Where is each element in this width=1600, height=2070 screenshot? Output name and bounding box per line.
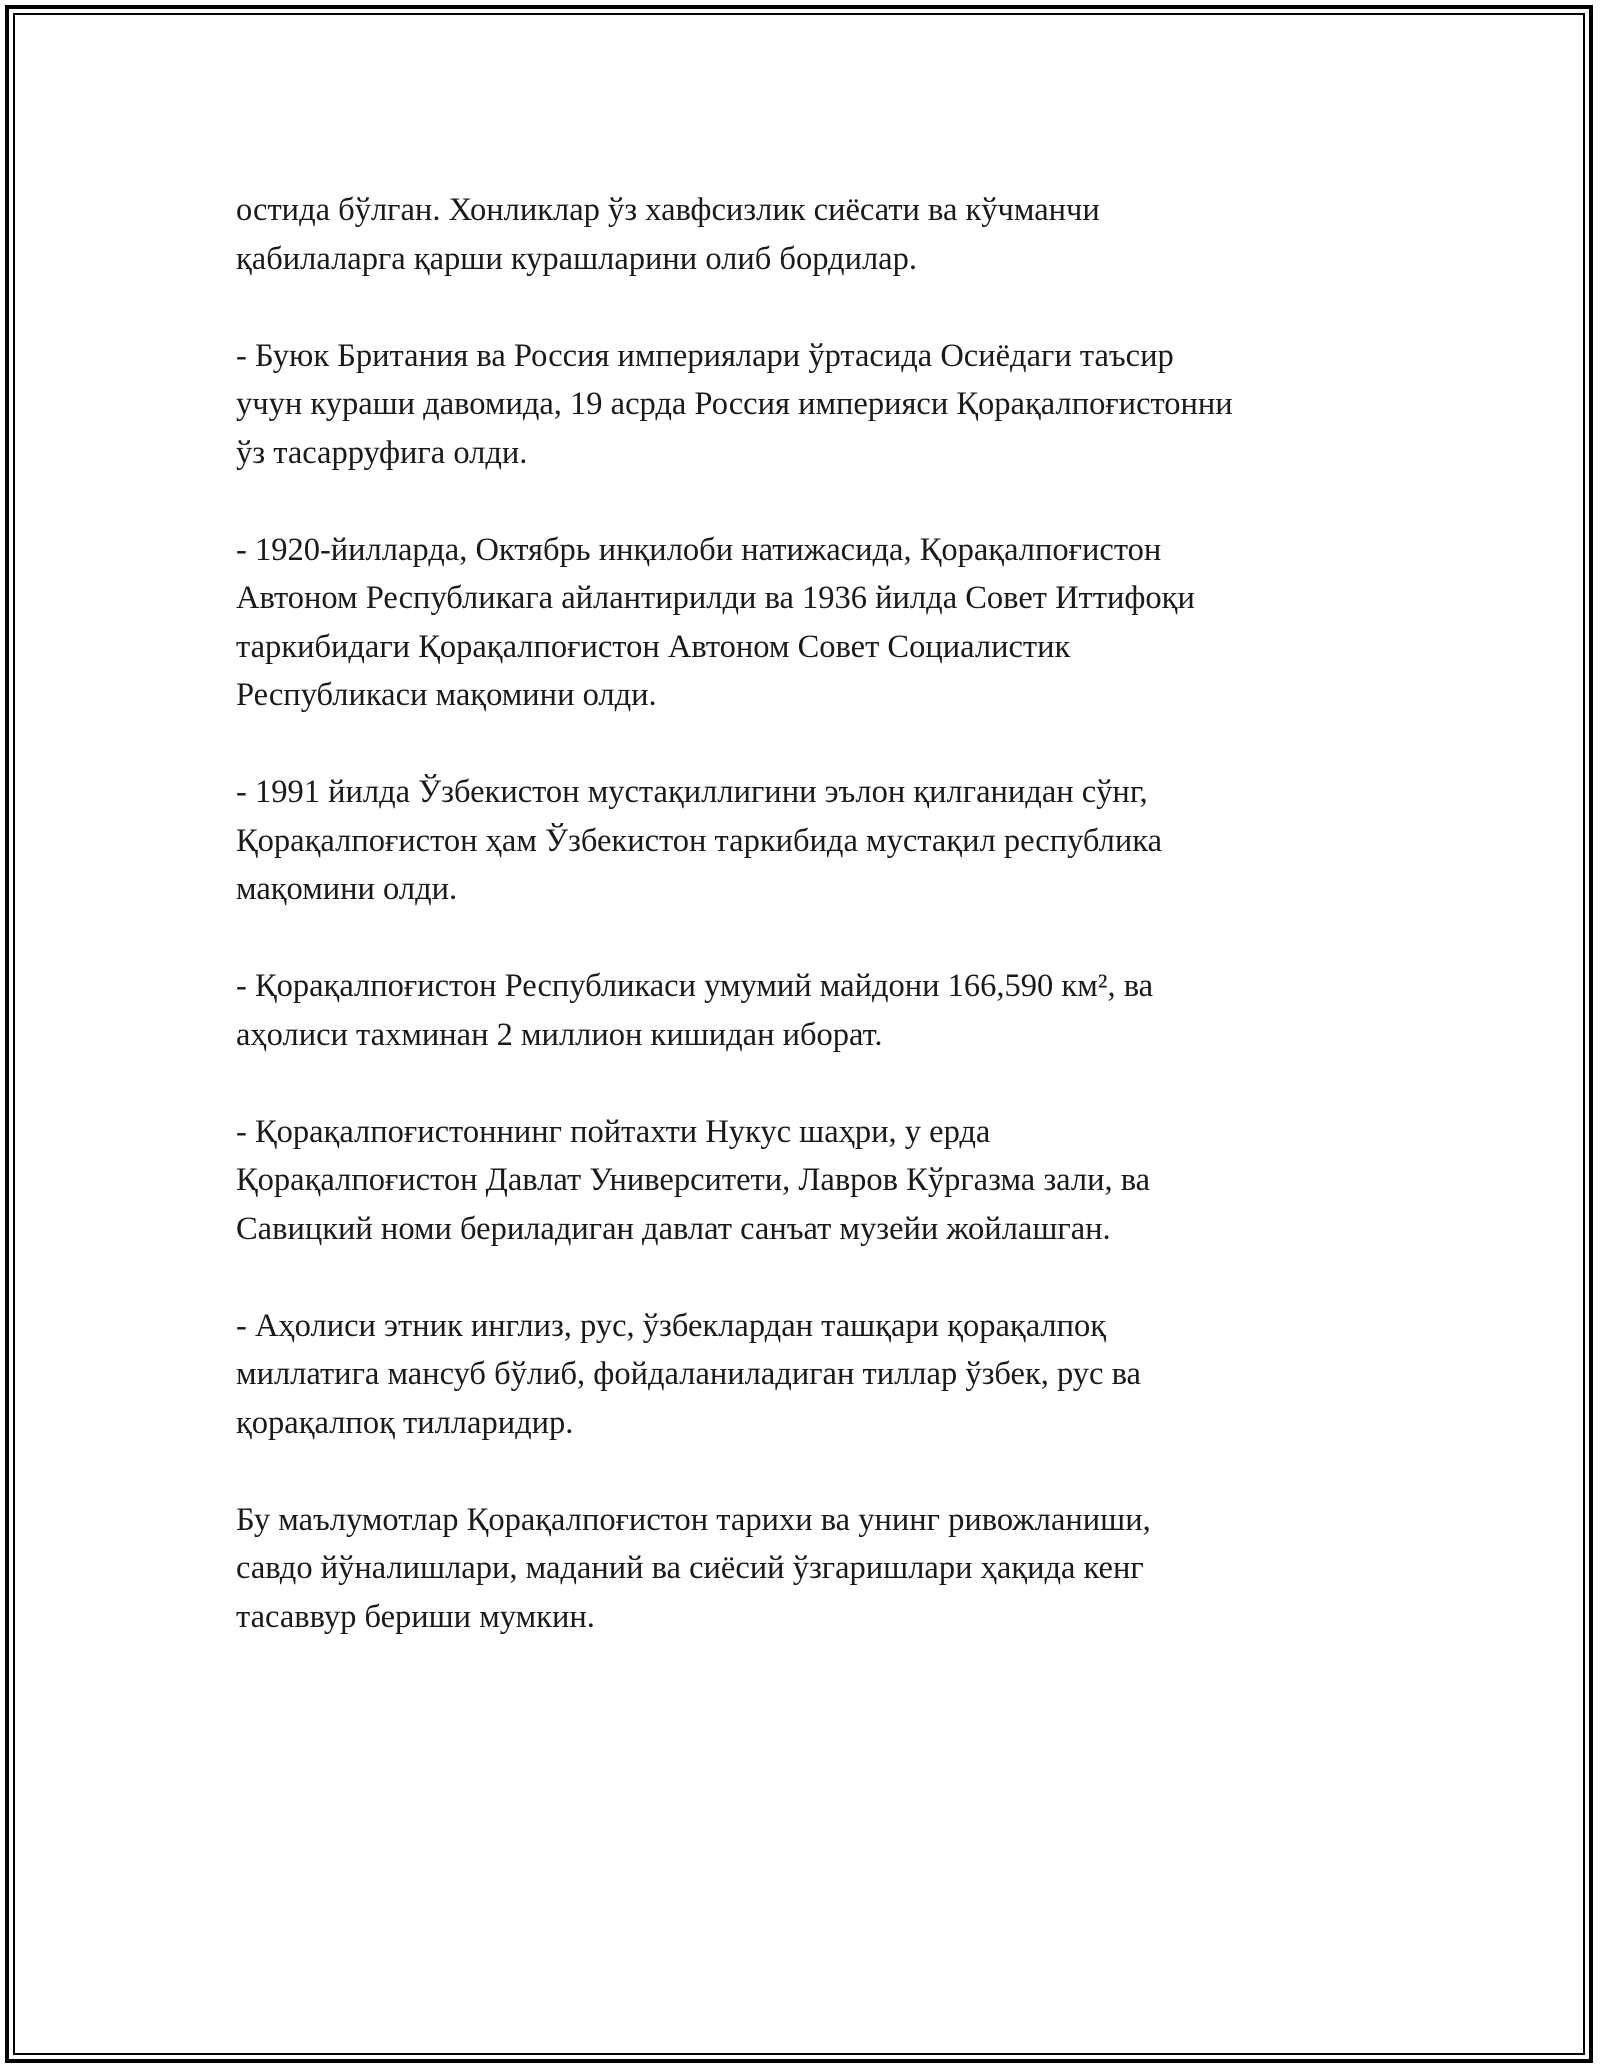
text-line: аҳолиси тахминан 2 миллион кишидан иборат. xyxy=(236,1016,883,1053)
paragraph xyxy=(236,1302,1396,1448)
text-line: ўз тасарруфига олди. xyxy=(236,434,528,471)
paragraph xyxy=(236,526,1396,720)
text-line: учун кураши давомида, 19 асрда Россия империяси Қорақалпоғистонни xyxy=(236,386,1233,422)
text-line: таркибидаги Қорақалпоғистон Автоном Совет Социалистик xyxy=(236,628,1071,665)
text-line: - Аҳолиси этник инглиз, рус, ўзбеклардан ташқари қорақалпоқ xyxy=(236,1307,1107,1344)
text-line: - 1920-йилларда, Октябрь инқилоби натижасида, Қорақалпоғистон xyxy=(236,531,1162,568)
text-line: Автоном Республикага айлантирилди ва 1936 йилда Совет Иттифоқи xyxy=(236,580,1195,616)
text-line: Бу маълумотлар Қорақалпоғистон тарихи ва унинг ривожланиши, xyxy=(236,1501,1151,1538)
text-line: қабилаларга қарши курашларини олиб бордилар. xyxy=(236,240,917,277)
text-line: - Қорақалпоғистоннинг пойтахти Нукус шаҳри, у ерда xyxy=(236,1113,991,1150)
paragraph xyxy=(236,1108,1396,1254)
text-line: Савицкий номи бериладиган давлат санъат музейи жойлашган. xyxy=(236,1210,1111,1247)
paragraph xyxy=(236,186,1396,283)
text-line: савдо йўналишлари, маданий ва сиёсий ўзгаришлари ҳақида кенг xyxy=(236,1550,1144,1586)
text-line: Республикаси мақомини олди. xyxy=(236,677,657,713)
text-line: тасаввур бериши мумкин. xyxy=(236,1598,595,1635)
text-line: - Буюк Британия ва Россия империялари ўртасида Осиёдаги таъсир xyxy=(236,337,1174,374)
text-line: остида бўлган. Хонликлар ўз хавфсизлик сиёсати ва кўчманчи xyxy=(236,192,1100,228)
text-line: Қорақалпоғистон ҳам Ўзбекистон таркибида мустақил республика xyxy=(236,822,1162,859)
paragraph xyxy=(236,962,1396,1059)
paragraph xyxy=(236,1496,1396,1642)
text-line: - Қорақалпоғистон Республикаси умумий майдони 166,590 км², ва xyxy=(236,968,1154,1004)
text-line: миллатига мансуб бўлиб, фойдаланиладиган тиллар ўзбек, рус ва xyxy=(236,1356,1141,1392)
text-line: Қорақалпоғистон Давлат Университети, Лавров Кўргазма зали, ва xyxy=(236,1162,1151,1198)
paragraph xyxy=(236,332,1396,478)
text-line: - 1991 йилда Ўзбекистон мустақиллигини эълон қилганидан сўнг, xyxy=(236,774,1148,810)
paragraph xyxy=(236,768,1396,914)
text-line: мақомини олди. xyxy=(236,871,458,907)
text-line: қорақалпоқ тилларидир. xyxy=(236,1404,574,1441)
document-body xyxy=(236,186,1396,1690)
